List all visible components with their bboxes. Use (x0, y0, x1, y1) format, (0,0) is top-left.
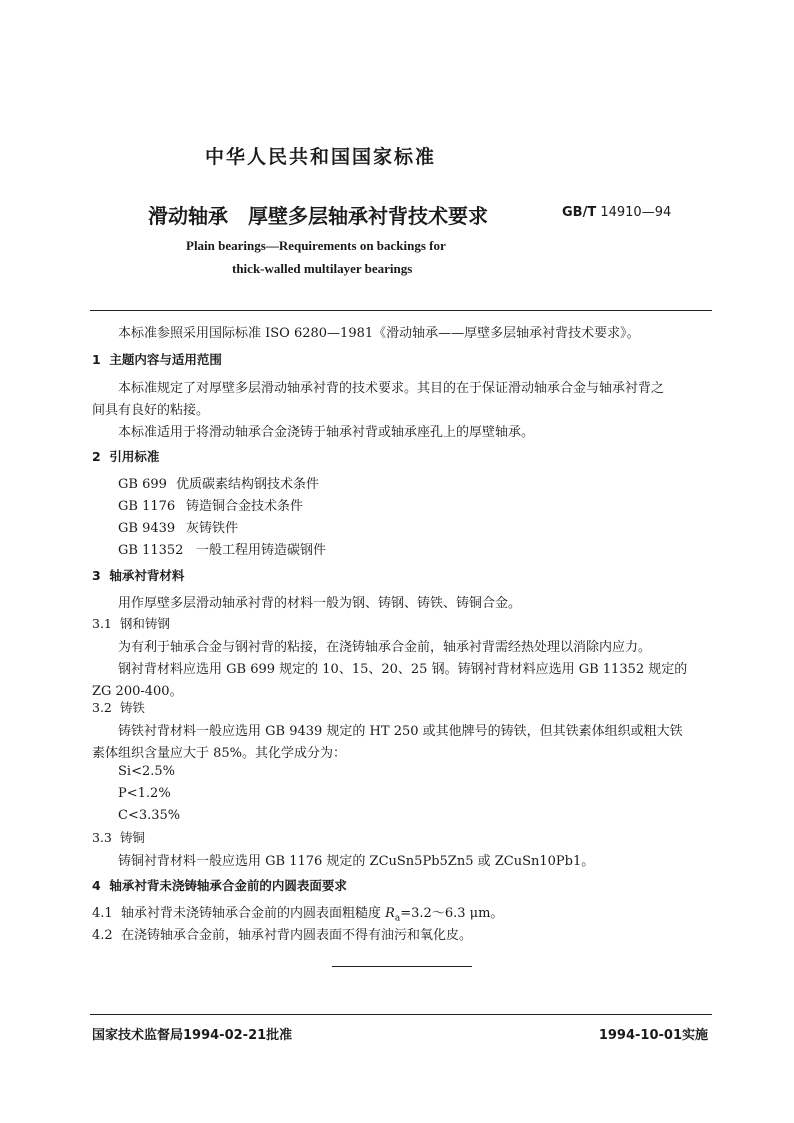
section-2-title: 引用标准 (109, 449, 160, 464)
roughness-subscript: a (394, 913, 401, 924)
reference-code: GB 11352 (118, 543, 184, 558)
subsection-4-1-text-post: =3.2～6.3 μm。 (400, 906, 504, 921)
standard-code: 14910—94 (600, 205, 672, 220)
section-1-paragraph-1b: 间具有良好的粘接。 (92, 403, 210, 418)
title-english-line2: thick-walled multilayer bearings (232, 261, 413, 276)
subsection-3-2-paragraph-1a: 铸铁衬背材料一般应选用 GB 9439 规定的 HT 250 或其他牌号的铸铁，但其铁素体组织或粗大铁 (118, 724, 683, 739)
reference-name: 铸造铜合金技术条件 (186, 499, 304, 514)
title-chinese: 滑动轴承 厚壁多层轴承衬背技术要求 (148, 204, 488, 228)
standard-prefix: GB/T (562, 205, 597, 220)
subsection-4-2-number: 4.2 (92, 928, 113, 943)
section-3-heading (92, 566, 184, 584)
reference-name: 一般工程用铸造碳钢件 (196, 543, 327, 558)
subsection-3-2-title: 铸铁 (119, 700, 145, 715)
implementation-date: 1994-10-01实施 (598, 1028, 708, 1043)
reference-code: GB 699 (118, 477, 167, 492)
subsection-3-3-heading (92, 828, 145, 846)
subsection-3-1-paragraph-1: 为有利于轴承合金与钢衬背的粘接，在浇铸轴承合金前，轴承衬背需经热处理以消除内应力。 (118, 640, 652, 655)
composition-c: C<3.35% (118, 808, 181, 823)
subsection-3-2-paragraph-1b: 素体组织含量应大于 85%。其化学成分为： (92, 746, 347, 761)
section-2-heading (92, 447, 159, 465)
approval-date: 国家技术监督局1994-02-21批准 (92, 1028, 293, 1043)
section-2-number: 2 (92, 449, 101, 464)
section-3-title: 轴承衬背材料 (109, 568, 185, 583)
subsection-3-3-paragraph-1: 铸铜衬背材料一般应选用 GB 1176 规定的 ZCuSn5Pb5Zn5 或 ZCuSn10Pb1。 (118, 854, 595, 869)
subsection-3-1-heading (92, 614, 170, 632)
end-rule (332, 966, 472, 967)
subsection-3-1-paragraph-2a: 钢衬背材料应选用 GB 699 规定的 10、15、20、25 钢。铸钢衬背材料应选用 GB 11352 规定的 (118, 662, 688, 677)
reference-code: GB 1176 (118, 499, 176, 514)
section-3-intro: 用作厚壁多层滑动轴承衬背的材料一般为钢、铸钢、铸铁、铸铜合金。 (118, 596, 522, 611)
subsection-3-2-heading (92, 698, 145, 716)
section-4-title: 轴承衬背未浇铸轴承合金前的内圆表面要求 (109, 878, 347, 893)
section-4-heading (92, 876, 347, 894)
section-1-paragraph-2: 本标准适用于将滑动轴承合金浇铸于轴承衬背或轴承座孔上的厚壁轴承。 (118, 425, 535, 440)
subsection-3-1-title: 钢和铸钢 (119, 616, 170, 631)
subsection-3-3-title: 铸铜 (119, 830, 145, 845)
reference-item (118, 539, 326, 558)
composition-si: Si<2.5% (118, 764, 175, 779)
section-3-number: 3 (92, 568, 101, 583)
reference-item (118, 495, 303, 514)
intro-paragraph: 本标准参照采用国际标准 ISO 6280—1981《滑动轴承——厚壁多层轴承衬背技术要求》。 (118, 326, 640, 341)
subsection-4-1-text-pre: 轴承衬背未浇铸轴承合金前的内圆表面粗糙度 (120, 906, 386, 921)
subsection-3-1-number: 3.1 (92, 616, 112, 631)
reference-item (118, 473, 319, 492)
header-divider (90, 310, 712, 311)
reference-code: GB 9439 (118, 521, 176, 536)
reference-name: 优质碳素结构钢技术条件 (176, 477, 320, 492)
reference-item (118, 517, 238, 536)
section-1-title: 主题内容与适用范围 (109, 352, 222, 367)
reference-name: 灰铸铁件 (186, 521, 239, 536)
section-1-paragraph-1a: 本标准规定了对厚壁多层滑动轴承衬背的技术要求。其目的在于保证滑动轴承合金与轴承衬背之 (118, 381, 665, 396)
subsection-4-1-number: 4.1 (92, 906, 113, 921)
section-1-number: 1 (92, 352, 101, 367)
standard-number (562, 205, 671, 220)
subsection-4-2 (92, 924, 472, 943)
roughness-symbol: R (385, 906, 395, 921)
subsection-4-1 (92, 902, 503, 924)
subsection-3-1-paragraph-2b: ZG 200-400。 (92, 684, 183, 699)
composition-p: P<1.2% (118, 786, 171, 801)
footer-divider (90, 1014, 712, 1015)
national-standard-header: 中华人民共和国国家标准 (205, 146, 437, 168)
title-english-line1: Plain bearings—Requirements on backings for (186, 238, 446, 253)
section-4-number: 4 (92, 878, 101, 893)
subsection-3-3-number: 3.3 (92, 830, 112, 845)
subsection-4-2-text: 在浇铸轴承合金前，轴承衬背内圆表面不得有油污和氧化皮。 (120, 928, 472, 943)
section-1-heading (92, 350, 222, 368)
subsection-3-2-number: 3.2 (92, 700, 112, 715)
